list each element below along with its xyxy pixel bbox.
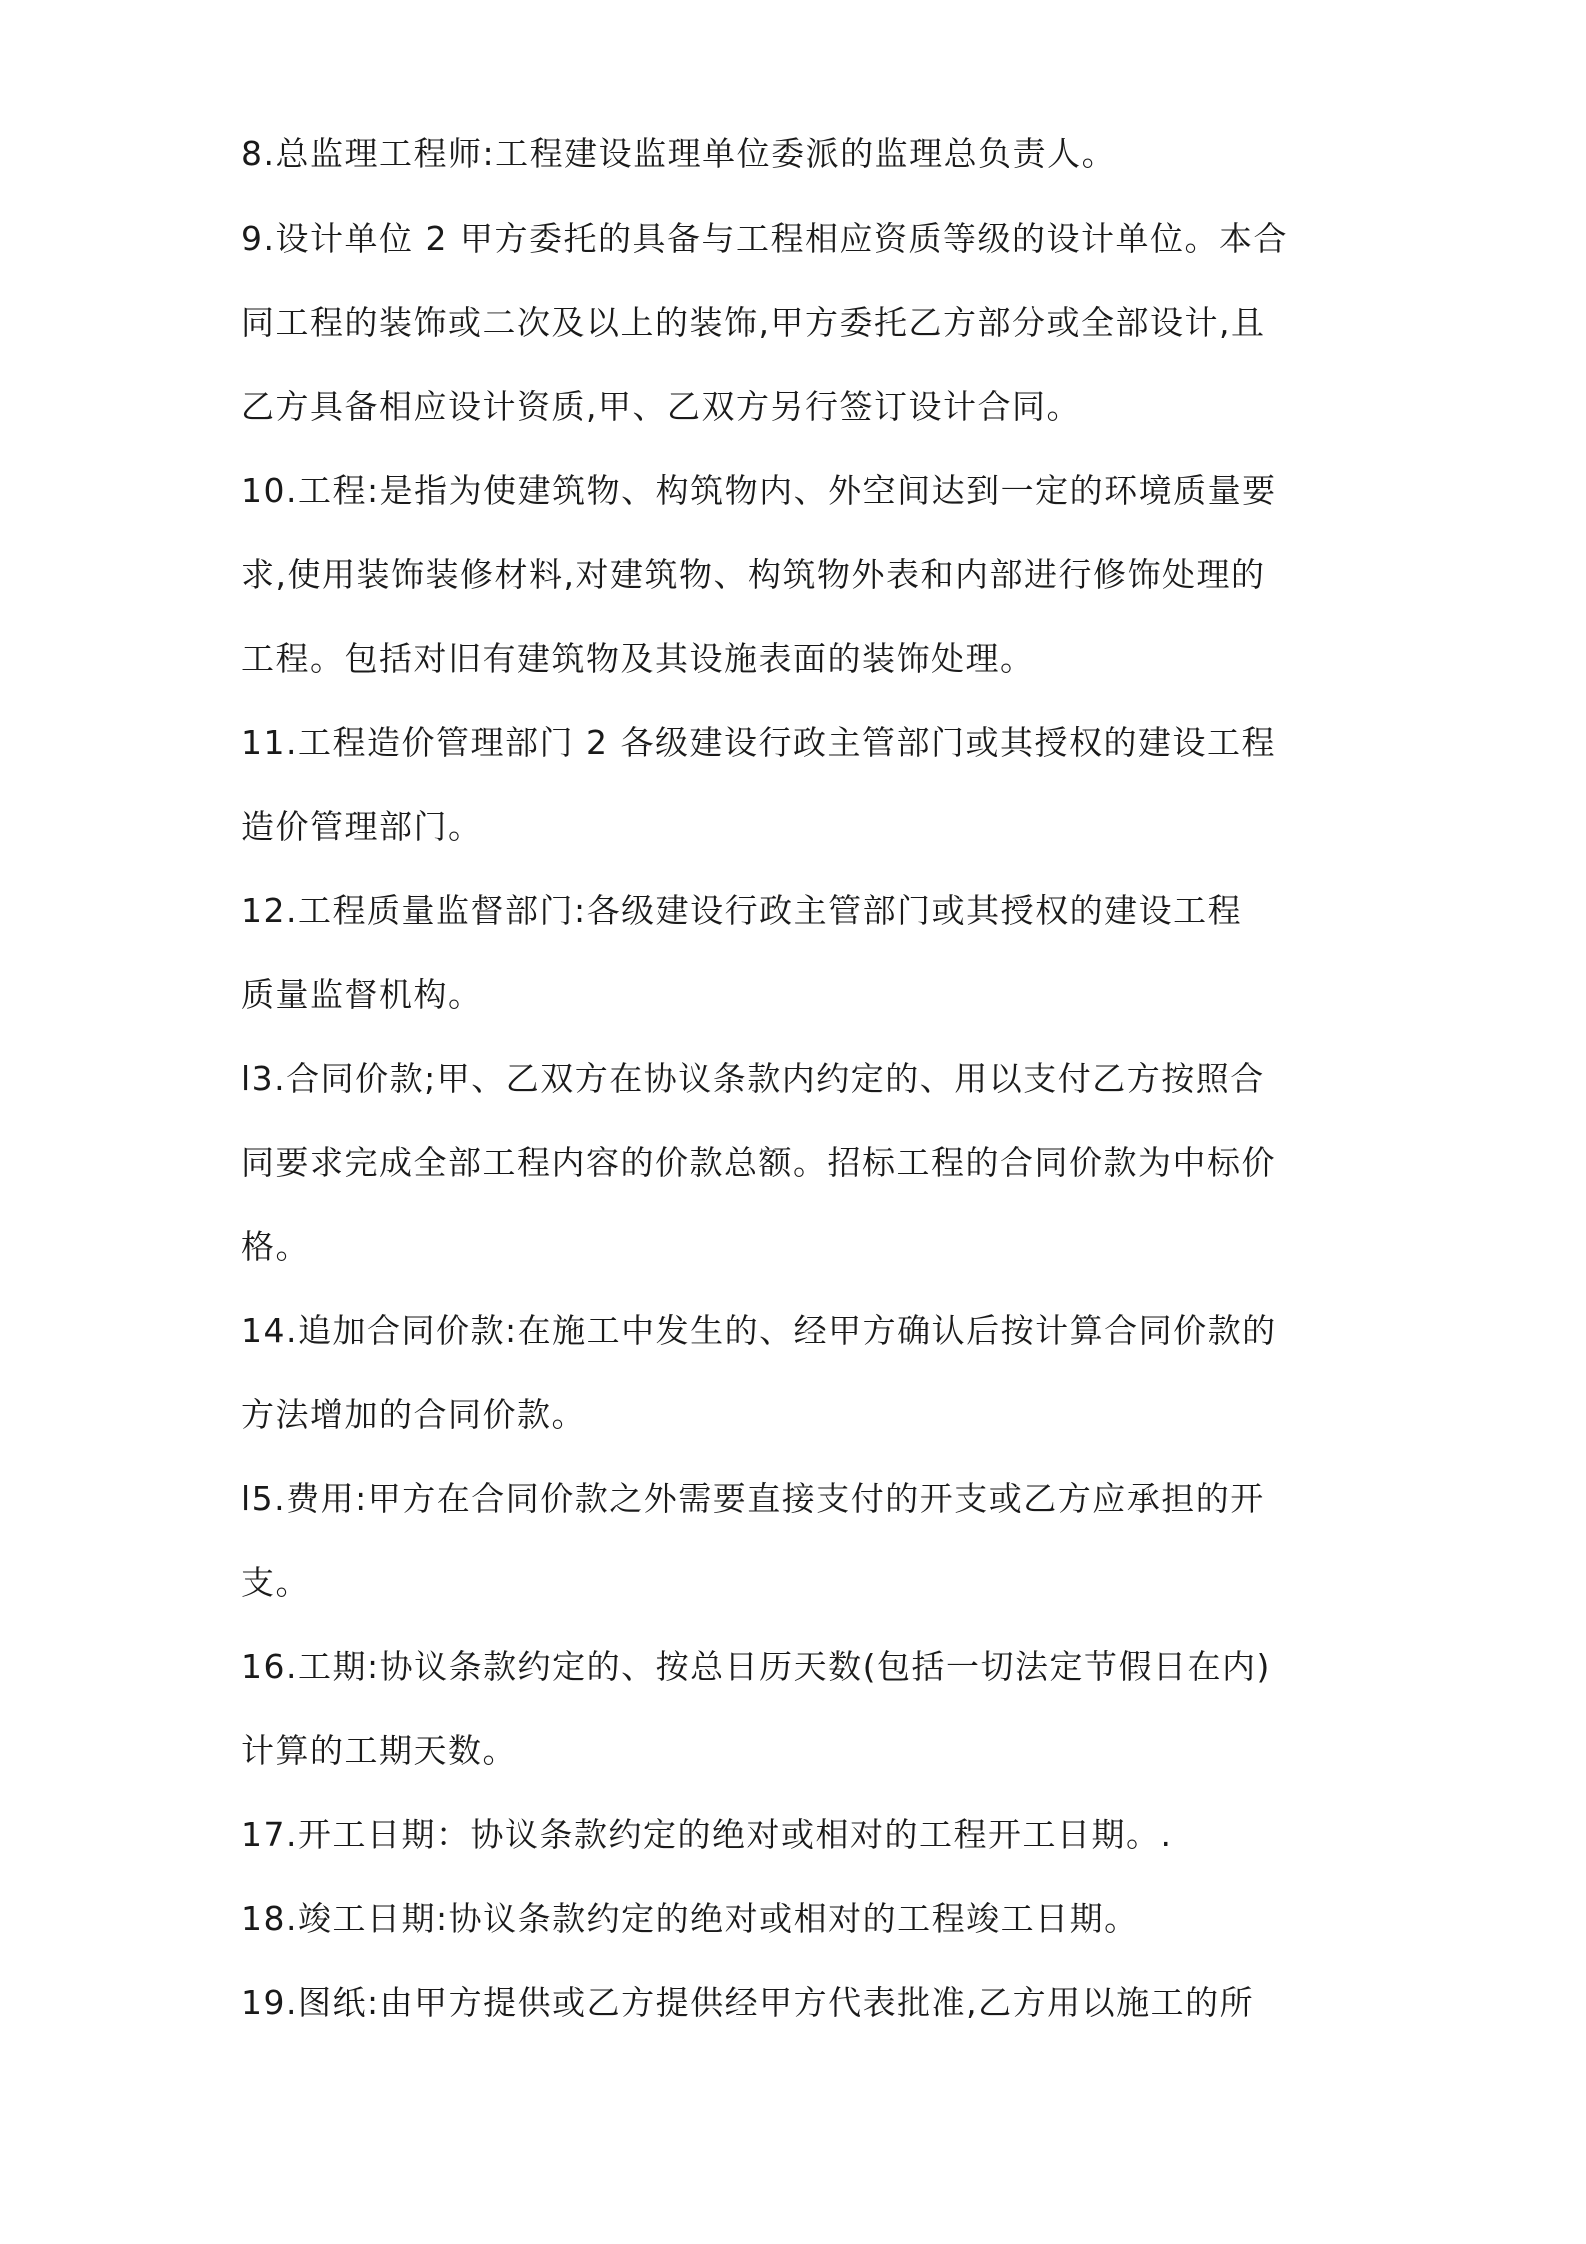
text-line: 乙方具备相应设计资质,甲、乙双方另行签订设计合同。	[241, 387, 1081, 426]
text-line: 同要求完成全部工程内容的价款总额。招标工程的合同价款为中标价	[241, 1143, 1276, 1182]
text-line: 16.工期:协议条款约定的、按总日历天数(包括一切法定节假日在内)	[241, 1647, 1271, 1686]
text-line: 9.设计单位 2 甲方委托的具备与工程相应资质等级的设计单位。本合	[241, 219, 1288, 258]
text-line: 17.开工日期：协议条款约定的绝对或相对的工程开工日期。.	[241, 1815, 1173, 1854]
text-line: l3.合同价款;甲、乙双方在协议条款内约定的、用以支付乙方按照合	[241, 1059, 1265, 1098]
text-line: 工程。包括对旧有建筑物及其设施表面的装饰处理。	[241, 639, 1035, 678]
text-line: 11.工程造价管理部门 2 各级建设行政主管部门或其授权的建设工程	[241, 723, 1276, 762]
text-line: 12.工程质量监督部门:各级建设行政主管部门或其授权的建设工程	[241, 891, 1243, 930]
text-line: 8.总监理工程师:工程建设监理单位委派的监理总负责人。	[241, 134, 1117, 173]
text-line: 18.竣工日期:协议条款约定的绝对或相对的工程竣工日期。	[241, 1899, 1139, 1938]
text-line: 造价管理部门。	[241, 807, 483, 846]
text-line: 求,使用装饰装修材料,对建筑物、构筑物外表和内部进行修饰处理的	[241, 555, 1266, 594]
text-line: 14.追加合同价款:在施工中发生的、经甲方确认后按计算合同价款的	[241, 1311, 1277, 1350]
text-line: l5.费用:甲方在合同价款之外需要直接支付的开支或乙方应承担的开	[241, 1479, 1265, 1518]
text-line: 支。	[241, 1563, 310, 1602]
text-line: 质量监督机构。	[241, 975, 483, 1014]
text-line: 方法增加的合同价款。	[241, 1395, 586, 1434]
text-line: 计算的工期天数。	[241, 1731, 517, 1770]
text-line: 10.工程:是指为使建筑物、构筑物内、外空间达到一定的环境质量要	[241, 471, 1277, 510]
text-line: 格。	[241, 1227, 310, 1266]
text-line: 同工程的装饰或二次及以上的装饰,甲方委托乙方部分或全部设计,且	[241, 303, 1266, 342]
text-line: 19.图纸:由甲方提供或乙方提供经甲方代表批准,乙方用以施工的所	[241, 1983, 1255, 2022]
